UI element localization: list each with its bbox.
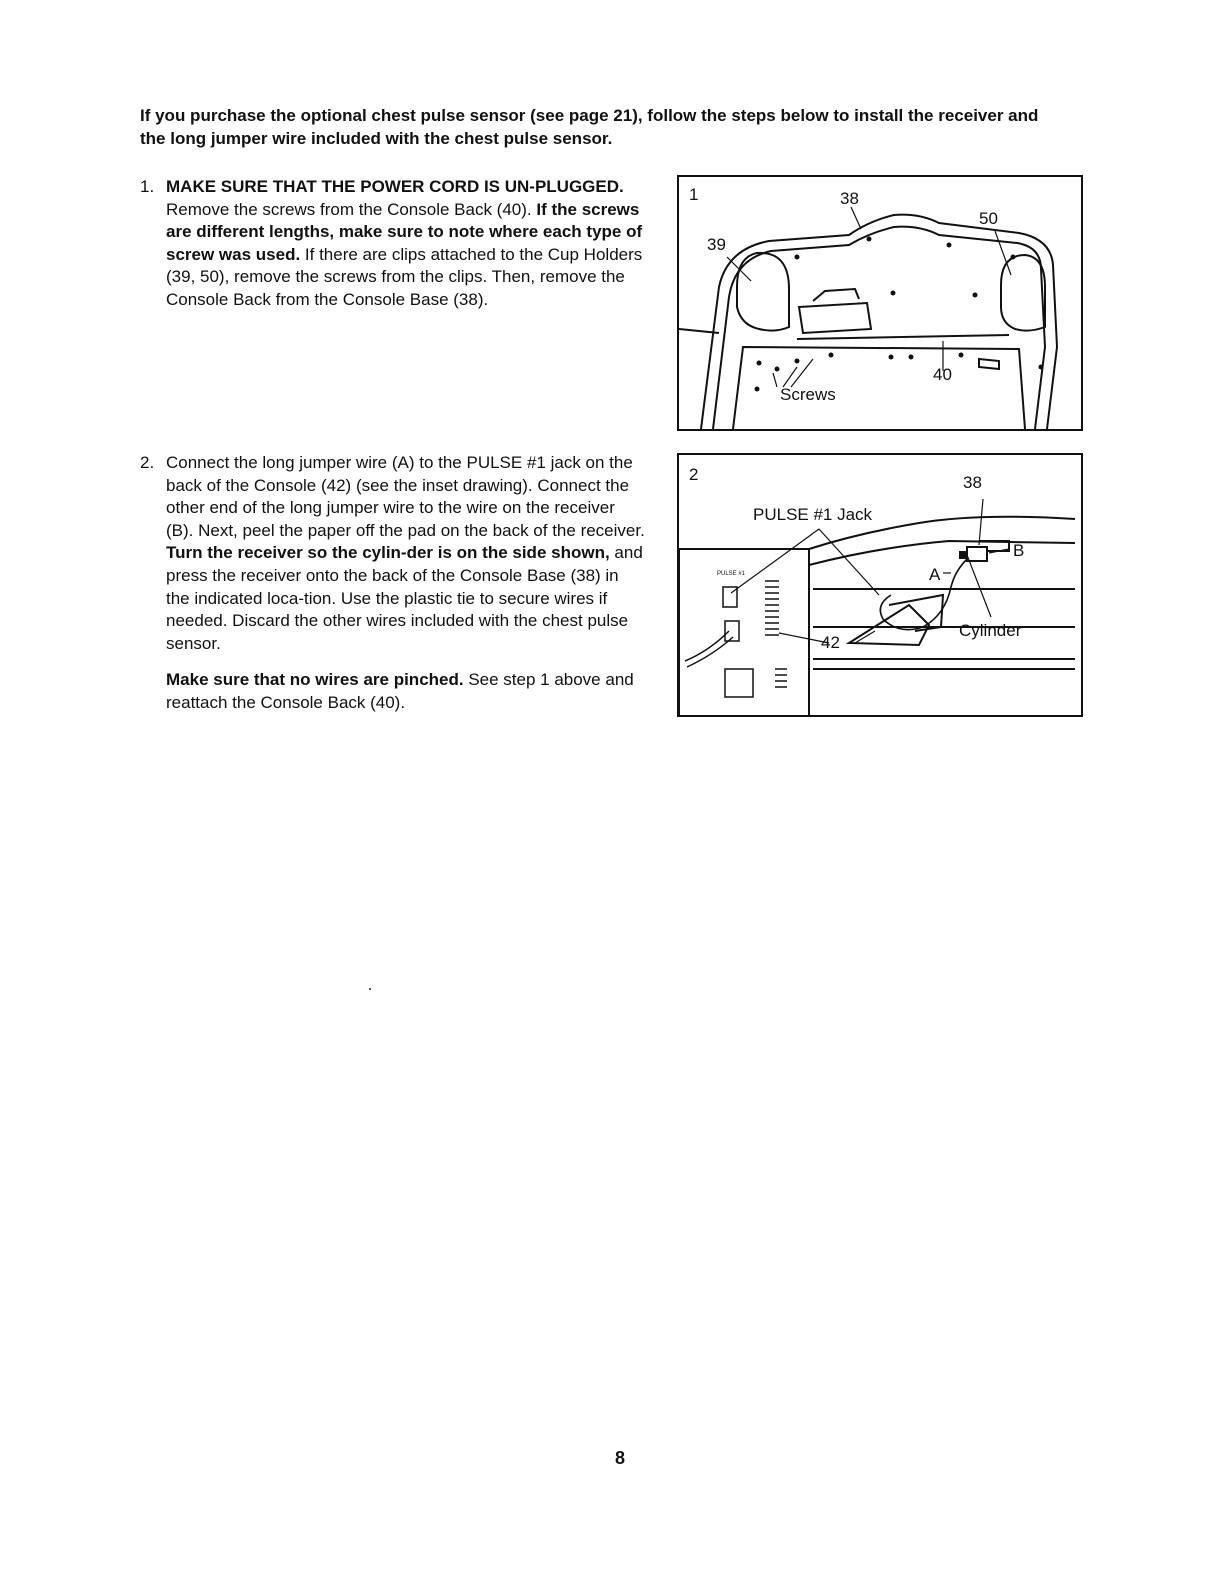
inset-jack-label: PULSE #1 bbox=[717, 571, 746, 577]
console-back-outline bbox=[701, 215, 1057, 429]
callout-console-back: 40 bbox=[933, 365, 952, 384]
screw bbox=[795, 359, 800, 364]
screw-markers bbox=[755, 237, 1044, 392]
callout-console-base: 38 bbox=[963, 473, 982, 492]
screw bbox=[947, 243, 952, 248]
callout-cup-holder-left: 39 bbox=[707, 235, 726, 254]
step-2-text-b: and press the receiver onto the back of the Console Base (38) in the indicated loca-tion. Use the plastic tie to secure wires if needed. Discard the other wires included with the chest pulse sensor. bbox=[166, 543, 643, 653]
callout-console-base: 38 bbox=[840, 189, 859, 208]
intro-paragraph: If you purchase the optional chest pulse sensor (see page 21), follow the steps below to install the receiver and the long jumper wire included with the chest pulse sensor. bbox=[140, 106, 1039, 148]
screw bbox=[1039, 365, 1044, 370]
receiver-body bbox=[967, 547, 987, 561]
bracket bbox=[979, 359, 999, 369]
figure-1-number: 1 bbox=[689, 185, 699, 204]
step-1 bbox=[140, 176, 645, 312]
screw bbox=[889, 355, 894, 360]
screw bbox=[959, 353, 964, 358]
figure-2-number: 2 bbox=[689, 465, 699, 484]
callout-cup-holder-right: 50 bbox=[979, 209, 998, 228]
screw bbox=[1011, 255, 1016, 260]
callout-jumper-wire: A bbox=[929, 565, 941, 584]
console-opening-top bbox=[813, 289, 859, 301]
figure-2-drawing bbox=[679, 455, 1081, 715]
step-2-note bbox=[166, 669, 645, 714]
page-number: 8 bbox=[614, 1448, 625, 1468]
callout-console: 42 bbox=[821, 633, 840, 652]
scan-speck bbox=[369, 988, 371, 990]
callout-receiver: B bbox=[1013, 541, 1025, 560]
console-back-edge bbox=[797, 335, 1009, 339]
inset-detail bbox=[685, 581, 787, 697]
step-1-text-a: Remove the screws from the Console Back (40). bbox=[166, 199, 537, 219]
step-2-note-bold: Make sure that no wires are pinched. bbox=[166, 670, 464, 690]
step-2-emphasis: Turn the receiver so the cylin-der is on the side shown, bbox=[166, 543, 610, 563]
screw bbox=[891, 291, 896, 296]
step-1-emphasis: If the screws are different lengths, make sure to note where each type of screw was used. bbox=[166, 199, 643, 264]
figure-1 bbox=[677, 175, 1083, 431]
screw bbox=[909, 355, 914, 360]
screw bbox=[757, 361, 762, 366]
callout-screws: Screws bbox=[780, 385, 836, 404]
step-2-text-a: Connect the long jumper wire (A) to the PULSE #1 jack on the back of the Console (42) (see the inset drawing). Connect the other end of the long jumper wire to the wire on the receiver (B). Next, peel the paper off the pad on the back of the receiver. bbox=[166, 453, 645, 540]
callout-cylinder: Cylinder bbox=[959, 621, 1022, 640]
screw bbox=[829, 353, 834, 358]
inset-connector bbox=[725, 669, 753, 697]
receiver-cylinder bbox=[959, 551, 967, 559]
console-back-inner-outline bbox=[713, 227, 1045, 429]
callout-jack: PULSE #1 Jack bbox=[753, 505, 873, 524]
screw bbox=[795, 255, 800, 260]
screw bbox=[775, 367, 780, 372]
step-number: 2. bbox=[140, 453, 155, 472]
step-2 bbox=[140, 452, 645, 715]
figure-1-drawing bbox=[679, 177, 1081, 429]
step-1-text bbox=[166, 176, 645, 312]
screw bbox=[867, 237, 872, 242]
screw bbox=[755, 387, 760, 392]
step-2-note-text: See step 1 above and reattach the Console Back (40). bbox=[166, 670, 634, 712]
step-number: 1. bbox=[140, 177, 155, 196]
step-1-warning: MAKE SURE THAT THE POWER CORD IS UN-PLUGGED. bbox=[166, 177, 624, 196]
receiver bbox=[959, 547, 987, 561]
figure-2 bbox=[677, 453, 1083, 717]
screw bbox=[973, 293, 978, 298]
step-2-text bbox=[166, 452, 645, 655]
step-1-text-b: If there are clips attached to the Cup Holders (39, 50), remove the screws from the clips. Then, remove the Console Back from the Console Base (38). bbox=[166, 244, 643, 309]
console-opening bbox=[799, 303, 871, 333]
